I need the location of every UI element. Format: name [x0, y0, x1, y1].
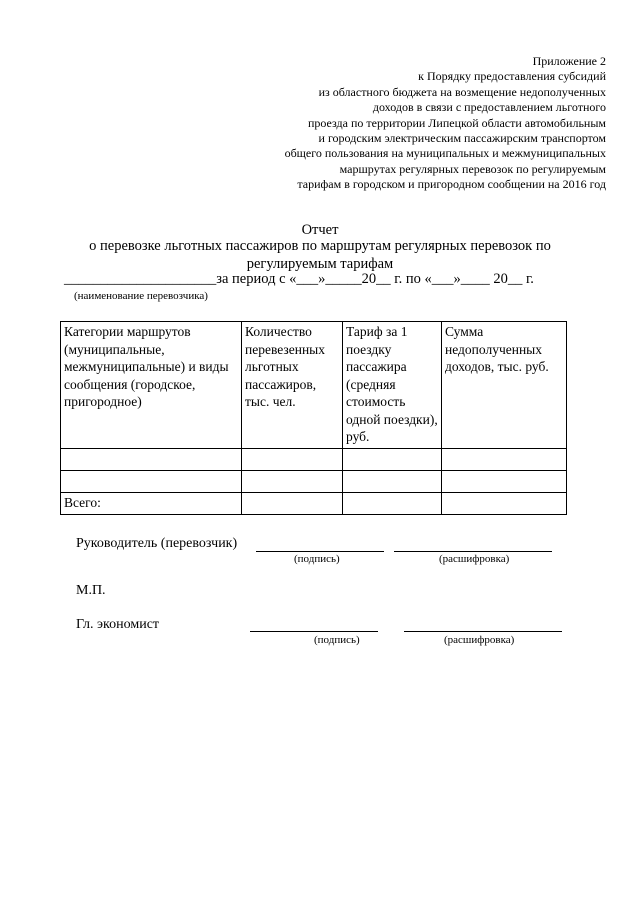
- table-total-row: [61, 492, 567, 514]
- table-row: [61, 470, 567, 492]
- appendix-line: к Порядку предоставления субсидий: [418, 69, 606, 84]
- period-line: _____________________за период с «___»_____20__ г. по «___»____ 20__ г.: [64, 271, 534, 287]
- header-tariff: Тариф за 1 поездку пассажира (средняя стоимость одной поездки), руб.: [343, 322, 442, 449]
- header-lost-income: Сумма недополученных доходов, тыс. руб.: [442, 322, 567, 449]
- appendix-line: доходов в связи с предоставлением льготного: [372, 100, 606, 115]
- table-cell[interactable]: [242, 448, 343, 470]
- table-cell[interactable]: [242, 492, 343, 514]
- table-cell[interactable]: [61, 470, 242, 492]
- appendix-line: общего пользования на муниципальных и межмуниципальных: [284, 146, 606, 161]
- total-label: Всего:: [61, 492, 242, 514]
- economist-decoding-line[interactable]: [404, 631, 562, 632]
- table-cell[interactable]: [343, 470, 442, 492]
- report-subtitle-cont: регулируемым тарифам: [246, 256, 394, 272]
- table-cell[interactable]: [442, 492, 567, 514]
- economist-signature-line[interactable]: [250, 631, 378, 632]
- table-cell[interactable]: [343, 448, 442, 470]
- decoding-hint: (расшифровка): [439, 553, 510, 565]
- table-cell[interactable]: [343, 492, 442, 514]
- report-subtitle: о перевозке льготных пассажиров по маршрутам регулярных перевозок по: [89, 238, 551, 254]
- appendix-line: тарифам в городском и пригородном сообщении на 2016 год: [297, 177, 606, 192]
- head-decoding-line[interactable]: [394, 551, 552, 552]
- table-cell[interactable]: [442, 470, 567, 492]
- table-cell[interactable]: [242, 470, 343, 492]
- report-title: Отчет: [301, 222, 339, 238]
- appendix-note: [186, 54, 606, 193]
- table-header-row: [61, 322, 567, 449]
- carrier-name-hint: (наименование перевозчика): [74, 290, 208, 302]
- head-signature-label: Руководитель (перевозчик): [76, 536, 238, 551]
- decoding-hint: (расшифровка): [444, 634, 515, 646]
- seal-label: М.П.: [76, 583, 106, 598]
- table-row: [61, 448, 567, 470]
- appendix-line: Приложение 2: [532, 54, 606, 68]
- appendix-line: маршрутах регулярных перевозок по регулируемым: [339, 161, 606, 176]
- report-table: [60, 321, 567, 515]
- table-cell[interactable]: [61, 448, 242, 470]
- economist-signature-label: Гл. экономист: [76, 617, 160, 632]
- table-cell[interactable]: [442, 448, 567, 470]
- signature-hint: (подпись): [314, 634, 360, 646]
- appendix-line: из областного бюджета на возмещение недополученных: [318, 84, 606, 99]
- head-signature-line[interactable]: [256, 551, 384, 552]
- header-passenger-count: Количество перевезенных льготных пассажиров, тыс. чел.: [242, 322, 343, 449]
- appendix-line: проезда по территории Липецкой области автомобильным: [307, 115, 606, 130]
- appendix-line: и городским электрическим пассажирским транспортом: [318, 131, 606, 146]
- signature-hint: (подпись): [294, 553, 340, 565]
- header-route-categories: Категории маршрутов (муниципальные, межмуниципальные) и виды сообщения (городское, пригородное): [61, 322, 242, 449]
